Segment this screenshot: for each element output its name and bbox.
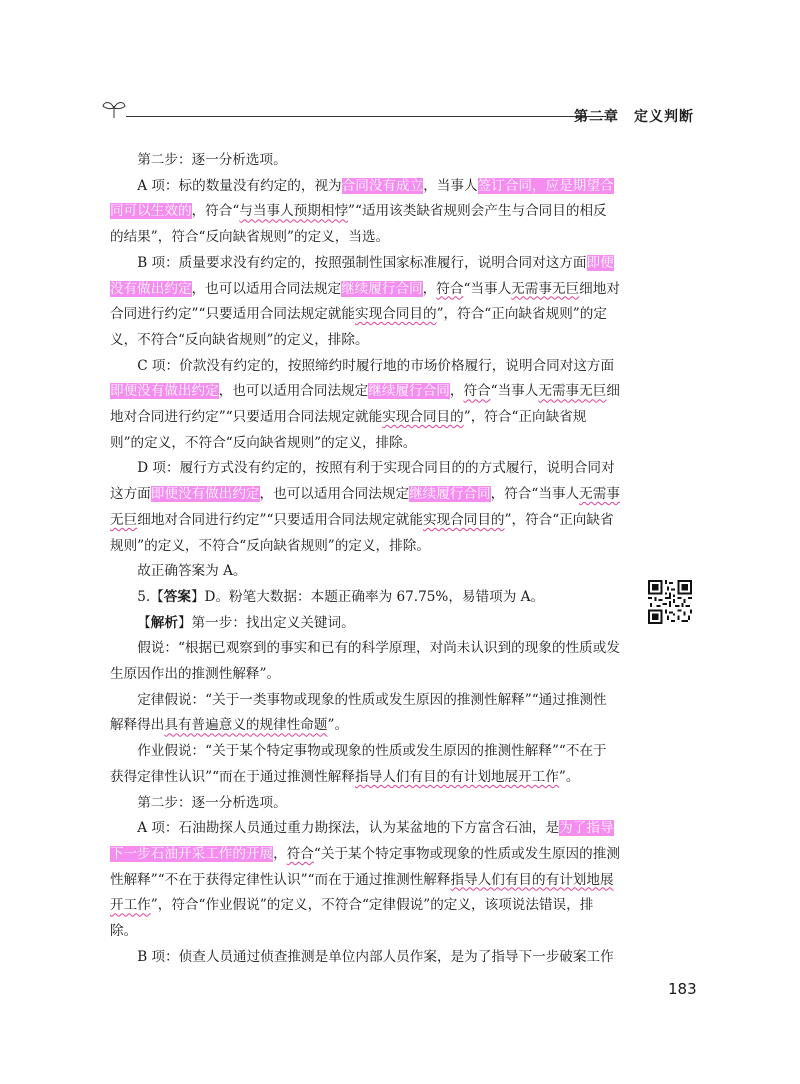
paragraph bbox=[110, 251, 620, 354]
text-run: “当事人 bbox=[463, 280, 512, 297]
text-run: A 项：标的数量没有约定的，视为 bbox=[137, 177, 342, 194]
text-run: 故正确答案为 A。 bbox=[137, 563, 247, 580]
text-run: ，也可以适用合同法规定 bbox=[259, 486, 410, 503]
highlighted-text: 签订合同，应是期望合同可以生效的 bbox=[110, 177, 614, 220]
text-run: 解析 bbox=[150, 614, 178, 631]
text-run: 定律假说：“关于一类事物或现象的性质或发生原因的推测性解释”“通过推测性解释得出 bbox=[110, 691, 607, 734]
text-run: 作业假说：“关于某个特定事物或现象的性质或发生原因的推测性解释”“不在于获得定律性认识”“而在于通过推测性解释 bbox=[110, 743, 607, 785]
paragraph bbox=[110, 688, 620, 739]
underlined-text: 指导人们有目的有计划地展开工作 bbox=[355, 768, 559, 785]
text-run: ，也可以适用合同法规定 bbox=[191, 280, 342, 297]
underlined-text: 具有普遍意义的规律性命题 bbox=[164, 717, 328, 734]
underlined-text: 实现合同目的 bbox=[382, 409, 464, 426]
paragraph bbox=[110, 559, 620, 585]
text-run: ， bbox=[449, 383, 464, 400]
text-run: ”。 bbox=[327, 717, 349, 734]
underlined-text: 实现合同目的 bbox=[355, 306, 437, 323]
text-run: ， bbox=[273, 845, 287, 862]
text-run: 假说：“根据已观察到的事实和已有的科学原理，对尚未认识到的现象的性质或发生原因作出的推测性解释”。 bbox=[110, 640, 620, 683]
paragraph bbox=[110, 174, 620, 251]
highlighted-text: 即便没有做出约定 bbox=[110, 383, 219, 400]
paragraph bbox=[110, 354, 620, 457]
text-run: “当事人 bbox=[490, 383, 539, 400]
text-run: 【 bbox=[137, 614, 151, 631]
highlighted-text: 即便没有做出约定 bbox=[110, 254, 614, 297]
text-run: 细地对合同进行约定”“只要适用合同法规定就能 bbox=[137, 511, 423, 528]
underlined-text: 无需事无巨 bbox=[538, 383, 607, 400]
text-run: ”，符合“正向缺省规则”的定义，不符合“反向缺省规则”的定义，排除。 bbox=[110, 511, 614, 554]
text-run: C 项：价款没有约定的，按照缔约时履行地的市场价格履行，说明合同对这方面 bbox=[137, 357, 615, 374]
text-run: ，当事人 bbox=[423, 177, 478, 194]
text-run: 第二步：逐一分析选项。 bbox=[137, 794, 287, 811]
text-run: ”“适用该类缺省规则会产生与合同目的相反的结果”，符合“反向缺省规则”的定义，当选。 bbox=[110, 203, 607, 246]
paragraph bbox=[110, 456, 620, 559]
paragraph bbox=[110, 791, 620, 817]
highlighted-text: 为了指导下一步石油开采工作的开展 bbox=[110, 820, 614, 862]
text-run: 答案 bbox=[163, 588, 191, 605]
paragraph bbox=[110, 585, 620, 611]
page-number: 183 bbox=[668, 980, 697, 998]
underlined-text: 指导人们有目的有计划地展开工作 bbox=[110, 871, 614, 914]
paragraph bbox=[110, 739, 620, 790]
answer-explanation-text bbox=[110, 148, 620, 971]
text-run: 】第一步：找出定义关键词。 bbox=[177, 614, 355, 631]
underlined-text: 符合 bbox=[436, 280, 464, 297]
text-run: ”，符合“正向缺省规则”的定义，不符合“反向缺省规则”的定义，排除。 bbox=[110, 409, 587, 451]
highlighted-text: 即便没有做出约定 bbox=[150, 486, 260, 503]
header-rule bbox=[126, 116, 606, 117]
underlined-text: 无需事无巨 bbox=[511, 280, 580, 297]
text-run: ，符合“当事人 bbox=[490, 486, 580, 503]
paragraph bbox=[110, 636, 620, 687]
text-run: ，符合“ bbox=[191, 203, 240, 220]
text-run: ”。 bbox=[558, 768, 580, 785]
paragraph bbox=[110, 148, 620, 174]
highlighted-text: 继续履行合同 bbox=[368, 383, 450, 400]
sprout-icon bbox=[100, 96, 128, 120]
text-run: ， bbox=[422, 280, 437, 297]
paragraph bbox=[110, 611, 620, 637]
paragraph bbox=[110, 945, 620, 971]
text-run: 细地对合同进行约定”“只要适用合同法规定就能 bbox=[110, 280, 620, 323]
highlighted-text: 继续履行合同 bbox=[409, 486, 491, 503]
underlined-text: 符合 bbox=[286, 845, 314, 862]
text-run: ”，符合“正向缺省规则”的定义，不符合“反向缺省规则”的定义，排除。 bbox=[110, 306, 607, 348]
text-run: 】D。粉笔大数据：本题正确率为 67.75%，易错项为 A。 bbox=[190, 588, 545, 605]
text-run: “关于某个特定事物或现象的性质或发生原因的推测性解释”“不在于获得定律性认识”“而在于通过推测性解释 bbox=[110, 845, 620, 888]
text-run: 细地对合同进行约定”“只要适用合同法规定就能 bbox=[110, 383, 620, 426]
qr-code-icon[interactable] bbox=[648, 580, 692, 624]
paragraph bbox=[110, 816, 620, 945]
underlined-text: 实现合同目的 bbox=[422, 511, 505, 528]
text-run: ”，符合“作业假说”的定义，不符合“定律假说”的定义，该项说法错误，排除。 bbox=[110, 897, 594, 940]
text-run: D 项：履行方式没有约定的，按照有利于实现合同目的的方式履行，说明合同对这方面 bbox=[110, 460, 615, 503]
highlighted-text: 继续履行合同 bbox=[341, 280, 423, 297]
underlined-text: 与当事人预期相悖 bbox=[239, 203, 349, 220]
page-header bbox=[100, 96, 700, 126]
underlined-text: 符合 bbox=[463, 383, 491, 400]
text-run: B 项：质量要求没有约定的，按照强制性国家标准履行，说明合同对这方面 bbox=[137, 254, 587, 271]
text-run: 第二步：逐一分析选项。 bbox=[137, 152, 287, 168]
text-run: B 项：侦查人员通过侦查推测是单位内部人员作案，是为了指导下一步破案工作 bbox=[137, 948, 614, 965]
highlighted-text: 合同没有成立 bbox=[341, 177, 424, 194]
chapter-title: 第二章 定义判断 bbox=[574, 109, 694, 125]
text-run: A 项：石油勘探人员通过重力勘探法，认为某盆地的下方富含石油，是 bbox=[137, 820, 560, 837]
text-run: 5.【 bbox=[137, 588, 164, 605]
text-run: ，也可以适用合同法规定 bbox=[218, 383, 369, 400]
underlined-text: 无需事无巨 bbox=[110, 486, 620, 528]
